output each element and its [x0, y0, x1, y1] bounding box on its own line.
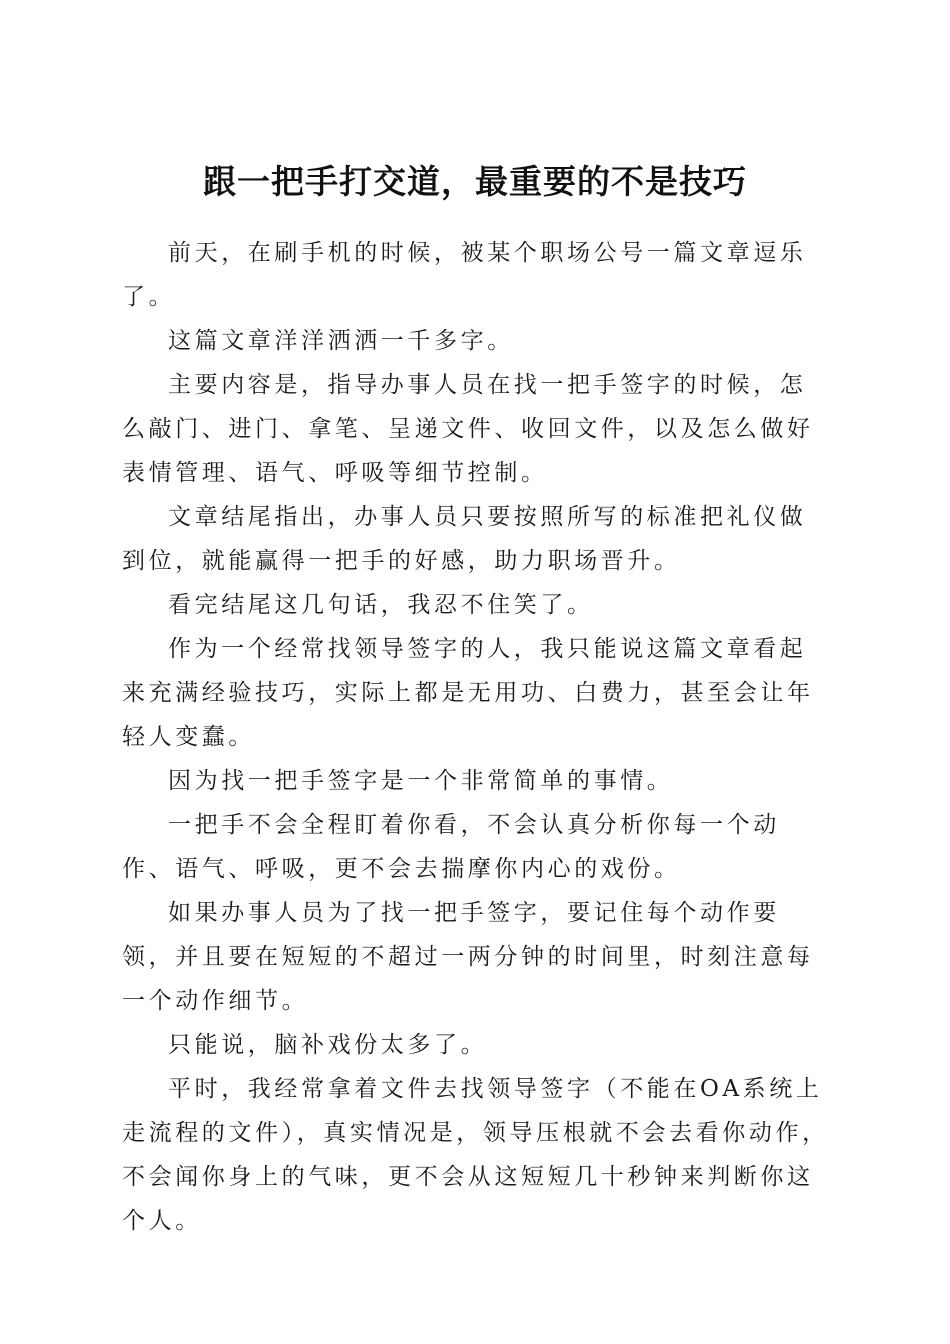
- paragraph: 一把手不会全程盯着你看，不会认真分析你每一个动作、语气、呼吸，更不会去揣摩你内心的戏份。: [122, 812, 780, 882]
- paragraph: 只能说，脑补戏份太多了。: [168, 1032, 488, 1058]
- paragraph: 这篇文章洋洋洒洒一千多字。: [168, 328, 514, 354]
- paragraph: 看完结尾这几句话，我忍不住笑了。: [168, 592, 594, 618]
- document-body: [122, 231, 830, 1243]
- paragraph: 前天，在刷手机的时候，被某个职场公号一篇文章逗乐了。: [122, 240, 807, 310]
- paragraph: 平时，我经常拿着文件去找领导签字（不能在OA系统上走流程的文件），真实情况是，领导压根就不会去看你动作，不会闻你身上的气味，更不会从这短短几十秒钟来判断你这个人。: [122, 1076, 829, 1234]
- paragraph: 因为找一把手签字是一个非常简单的事情。: [168, 768, 674, 794]
- paragraph: 文章结尾指出，办事人员只要按照所写的标准把礼仪做到位，就能赢得一把手的好感，助力职场晋升。: [122, 504, 807, 574]
- document-title: 跟一把手打交道，最重要的不是技巧: [203, 162, 747, 202]
- paragraph: 主要内容是，指导办事人员在找一把手签字的时候，怎么敲门、进门、拿笔、呈递文件、收回文件，以及怎么做好表情管理、语气、呼吸等细节控制。: [122, 372, 814, 486]
- paragraph: 作为一个经常找领导签字的人，我只能说这篇文章看起来充满经验技巧，实际上都是无用功、白费力，甚至会让年轻人变蠢。: [122, 636, 814, 750]
- paragraph: 如果办事人员为了找一把手签字，要记住每个动作要领，并且要在短短的不超过一两分钟的时间里，时刻注意每一个动作细节。: [122, 900, 814, 1014]
